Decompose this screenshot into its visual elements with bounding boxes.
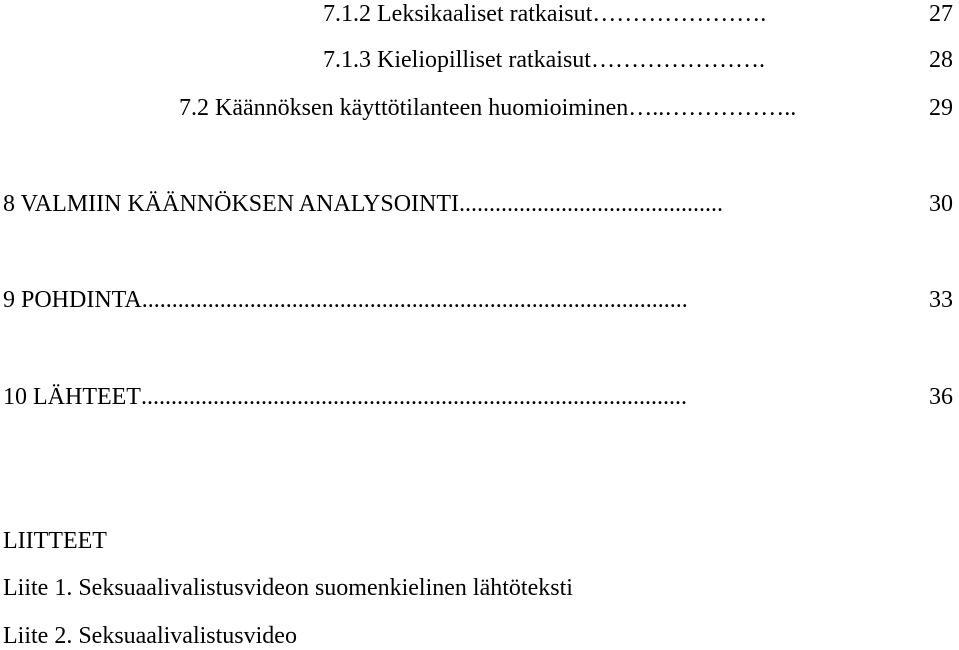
toc-entry-label: 9 POHDINTA <box>3 287 142 313</box>
toc-entry-label: 7.1.3 Kieliopilliset ratkaisut <box>323 47 591 73</box>
toc-entry-leader: ............................................ <box>459 191 724 217</box>
toc-entry-leader: …..…………….. <box>628 95 797 121</box>
toc-entry-page: 36 <box>929 384 953 410</box>
toc-entry-leader: ........................................................................................... <box>141 287 688 313</box>
appendix-item-2: Liite 2. Seksuaalivalistusvideo <box>3 623 297 649</box>
toc-entry-page: 29 <box>929 95 953 121</box>
toc-entry-label: 7.2 Käännöksen käyttötilanteen huomioiminen <box>179 95 629 121</box>
toc-entry-9 <box>3 286 953 314</box>
toc-entry-page: 30 <box>929 191 953 217</box>
toc-entry-leader: ........................................................................................... <box>140 384 687 410</box>
toc-entry-label: 7.1.2 Leksikaaliset ratkaisut <box>323 1 593 27</box>
toc-entry-10 <box>3 383 953 411</box>
toc-entry-page: 28 <box>929 47 953 73</box>
toc-entry-label: 10 LÄHTEET <box>3 384 141 410</box>
toc-entry-page: 27 <box>929 1 953 27</box>
appendix-item-1: Liite 1. Seksuaalivalistusvideon suomenkielinen lähtöteksti <box>3 575 573 601</box>
toc-entry-8 <box>3 190 953 218</box>
toc-entry-leader: …………………. <box>590 47 765 73</box>
toc-entry-7-1-3 <box>323 46 953 74</box>
toc-entry-leader: …………………. <box>592 1 767 27</box>
toc-entry-7-1-2 <box>323 0 953 28</box>
toc-entry-page: 33 <box>929 287 953 313</box>
appendix-heading: LIITTEET <box>3 528 107 554</box>
toc-entry-label: 8 VALMIIN KÄÄNNÖKSEN ANALYSOINTI <box>3 191 460 217</box>
toc-entry-7-2 <box>179 94 953 122</box>
